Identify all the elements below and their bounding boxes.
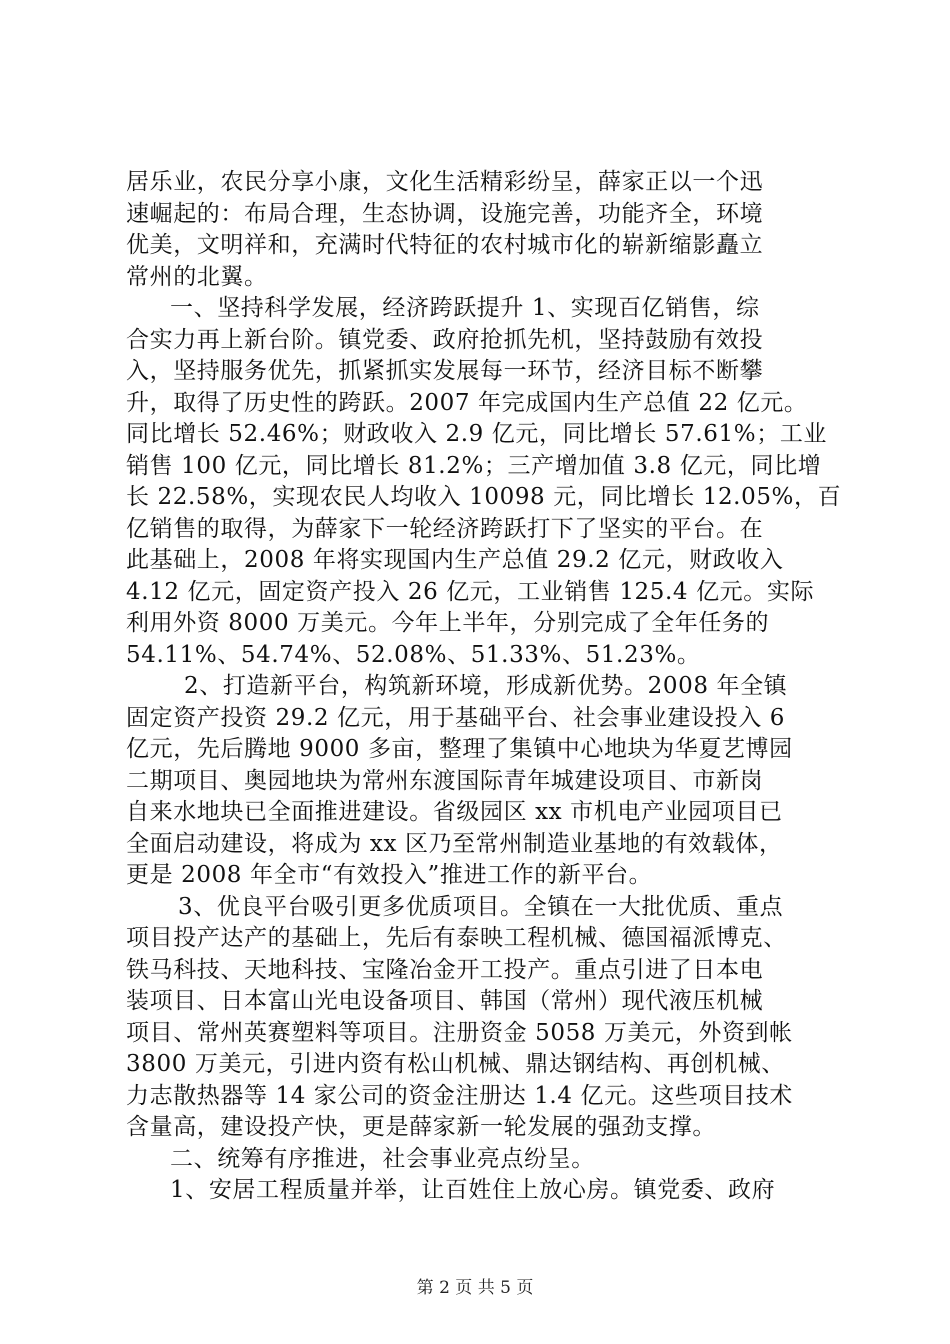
text-line: 入，坚持服务优先，抓紧抓实发展每一环节，经济目标不断攀 [126, 358, 764, 384]
text-line: 力志散热器等 14 家公司的资金注册达 1.4 亿元。这些项目技术 [126, 1082, 793, 1109]
paragraph-start-line: 1、安居工程质量并举，让百姓住上放心房。镇党委、政府 [170, 1177, 776, 1203]
text-line: 速崛起的：布局合理，生态协调，设施完善，功能齐全，环境 [126, 200, 764, 227]
text-line: 自来水地块已全面推进建设。省级园区 xx 市机电产业园项目已 [126, 799, 783, 825]
text-line: 全面启动建设，将成为 xx 区乃至常州制造业基地的有效载体， [126, 830, 783, 857]
text-line: 装项目、日本富山光电设备项目、韩国（常州）现代液压机械 [126, 988, 764, 1014]
section-heading-line: 一、坚持科学发展，经济跨跃提升 1、实现百亿销售，综 [170, 295, 760, 321]
text-line: 长 22.58%，实现农民人均收入 10098 元，同比增长 12.05%，百 [126, 484, 842, 510]
text-line: 3800 万美元，引进内资有松山机械、鼎达钢结构、再创机械、 [126, 1051, 785, 1077]
text-line: 项目投产达产的基础上，先后有泰映工程机械、德国福派博克、 [126, 925, 787, 951]
document-body [126, 167, 842, 1207]
text-line: 项目、常州英赛塑料等项目。注册资金 5058 万美元，外资到帐 [126, 1019, 793, 1046]
text-line: 亿销售的取得，为薛家下一轮经济跨跃打下了坚实的平台。在 [126, 515, 764, 542]
text-line: 同比增长 52.46%；财政收入 2.9 亿元，同比增长 57.61%；工业 [126, 421, 828, 447]
page-number-footer: 第 2 页 共 5 页 [416, 1278, 534, 1298]
text-line: 更是 2008 年全市“有效投入”推进工作的新平台。 [126, 862, 653, 888]
text-line: 固定资产投资 29.2 亿元，用于基础平台、社会事业建设投入 6 [126, 704, 785, 731]
text-line: 二期项目、奥园地块为常州东渡国际青年城建设项目、市新岗 [126, 767, 764, 794]
section-heading-line: 二、统筹有序推进，社会事业亮点纷呈。 [170, 1145, 595, 1172]
paragraph-start-line: 3、优良平台吸引更多优质项目。全镇在一大批优质、重点 [178, 893, 784, 920]
text-line: 销售 100 亿元，同比增长 81.2%；三产增加值 3.8 亿元，同比增 [126, 452, 822, 479]
text-line: 优美，文明祥和，充满时代特征的农村城市化的崭新缩影矗立 [126, 232, 764, 258]
text-line: 利用外资 8000 万美元。今年上半年，分别完成了全年任务的 [126, 610, 770, 636]
text-line: 含量高，建设投产快，更是薛家新一轮发展的强劲支撑。 [126, 1114, 716, 1140]
text-line: 铁马科技、天地科技、宝隆冶金开工投产。重点引进了日本电 [126, 956, 764, 983]
text-line: 常州的北翼。 [126, 263, 268, 290]
text-line: 合实力再上新台阶。镇党委、政府抢抓先机，坚持鼓励有效投 [126, 326, 764, 353]
text-line: 此基础上，2008 年将实现国内生产总值 29.2 亿元，财政收入 [126, 547, 784, 573]
text-line: 居乐业，农民分享小康，文化生活精彩纷呈，薛家正以一个迅 [126, 169, 764, 195]
text-line: 升，取得了历史性的跨跃。2007 年完成国内生产总值 22 亿元。 [126, 389, 808, 416]
paragraph-start-line: 2、打造新平台，构筑新环境，形成新优势。2008 年全镇 [184, 673, 788, 699]
text-line: 4.12 亿元，固定资产投入 26 亿元，工业销售 125.4 亿元。实际 [126, 578, 815, 605]
text-line: 亿元，先后腾地 9000 多亩，整理了集镇中心地块为华夏艺博园 [126, 736, 793, 762]
text-line: 54.11%、54.74%、52.08%、51.33%、51.23%。 [126, 641, 701, 668]
